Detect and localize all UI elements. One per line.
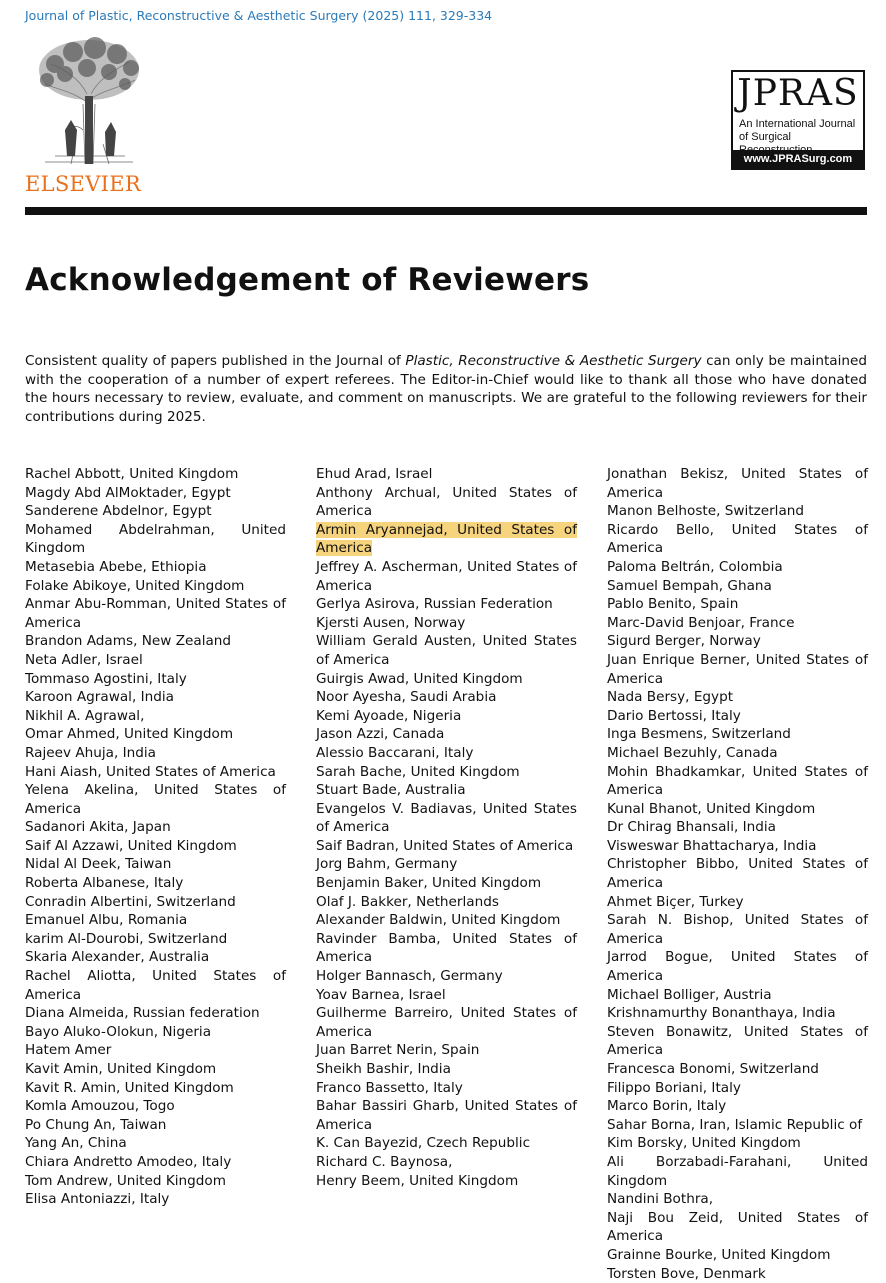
reviewer-entry: Michael Bolliger, Austria (607, 986, 772, 1003)
reviewer-entry: Guilherme Barreiro, United States of America (316, 1005, 577, 1040)
reviewer-entry: Po Chung An, Taiwan (25, 1116, 167, 1133)
reviewer-entry: Henry Beem, United Kingdom (316, 1172, 519, 1189)
reviewer-entry: Marc-David Benjoar, France (607, 614, 795, 631)
reviewer-entry: Kunal Bhanot, United Kingdom (607, 800, 816, 817)
reviewer-entry: Sarah N. Bishop, United States of America (607, 912, 868, 947)
reviewer-entry: Naji Bou Zeid, United States of America (607, 1209, 868, 1245)
reviewer-entry: Rajeev Ahuja, India (25, 744, 156, 761)
reviewer-entry: Yoav Barnea, Israel (316, 986, 446, 1003)
reviewer-entry: Nada Bersy, Egypt (607, 689, 734, 706)
reviewer-entry: Jeffrey A. Ascherman, United States of America (316, 558, 577, 594)
reviewer-entry: Rachel Abbott, United Kingdom (25, 466, 239, 482)
reviewer-column-1 (25, 465, 286, 1209)
reviewer-entry: William Gerald Austen, United States of America (316, 633, 577, 668)
reviewer-entry: Torsten Bove, Denmark (607, 1265, 766, 1282)
reviewer-entry: Dr Chirag Bhansali, India (607, 819, 776, 836)
reviewer-entry: Ali Borzabadi-Farahani, United Kingdom (607, 1153, 868, 1189)
reviewer-entry: Emanuel Albu, Romania (25, 912, 188, 929)
reviewer-entry: Olaf J. Bakker, Netherlands (316, 893, 499, 910)
reviewer-entry: Anthony Archual, United States of America (316, 484, 577, 520)
reviewer-entry: Alessio Baccarani, Italy (316, 744, 474, 761)
reviewer-entry: Dario Bertossi, Italy (607, 707, 741, 724)
reviewer-column-2 (316, 465, 577, 1190)
reviewer-entry: Kjersti Ausen, Norway (316, 614, 466, 631)
reviewer-entry: Manon Belhoste, Switzerland (607, 503, 805, 520)
reviewer-entry: Yelena Akelina, United States of America (25, 782, 286, 817)
reviewer-entry: Jorg Bahm, Germany (316, 856, 458, 873)
reviewer-entry: Kavit R. Amin, United Kingdom (25, 1079, 234, 1096)
reviewer-entry: Inga Besmens, Switzerland (607, 726, 791, 743)
reviewer-entry: Saif Badran, United States of America (316, 837, 574, 854)
reviewer-entry: Mohamed Abdelrahman, United Kingdom (25, 521, 286, 557)
reviewer-entry: Samuel Bempah, Ghana (607, 577, 772, 594)
journal-citation: Journal of Plastic, Reconstructive & Aesthetic Surgery (2025) 111, 329-334 (25, 8, 493, 23)
reviewer-entry: Marco Borin, Italy (607, 1098, 727, 1115)
reviewer-entry: Magdy Abd AlMoktader, Egypt (25, 484, 231, 501)
reviewer-entry: Alexander Baldwin, United Kingdom (316, 912, 561, 929)
reviewer-entry: Nikhil A. Agrawal, (25, 707, 145, 724)
reviewer-entry: Yang An, China (25, 1135, 127, 1152)
reviewer-entry: Christopher Bibbo, United States of America (607, 856, 868, 892)
reviewer-entry: Mohin Bhadkamkar, United States of America (607, 763, 868, 799)
reviewer-entry: Roberta Albanese, Italy (25, 875, 184, 892)
reviewer-entry: Gerlya Asirova, Russian Federation (316, 596, 553, 613)
reviewer-entry: Ehud Arad, Israel (316, 466, 433, 482)
reviewer-entry: Brandon Adams, New Zealand (25, 633, 232, 650)
page-title: Acknowledgement of Reviewers (25, 262, 590, 298)
reviewer-entry: Hatem Amer (25, 1042, 112, 1059)
reviewer-entry: Steven Bonawitz, United States of America (607, 1023, 868, 1059)
reviewer-entry: Francesca Bonomi, Switzerland (607, 1061, 819, 1077)
reviewer-entry: Komla Amouzou, Togo (25, 1098, 175, 1115)
reviewer-entry: Filippo Boriani, Italy (607, 1079, 741, 1096)
reviewer-entry: Juan Enrique Berner, United States of America (607, 651, 868, 687)
reviewer-entry: Sheikh Bashir, India (316, 1061, 451, 1077)
reviewer-entry: Sanderene Abdelnor, Egypt (25, 503, 212, 520)
reviewer-entry: Omar Ahmed, United Kingdom (25, 726, 234, 743)
reviewer-entry: Stuart Bade, Australia (316, 782, 466, 799)
reviewer-entry: Nidal Al Deek, Taiwan (25, 856, 172, 873)
reviewer-entry: Ahmet Biçer, Turkey (607, 893, 744, 910)
intro-text-start: Consistent quality of papers published in the Journal of (25, 353, 406, 369)
reviewer-entry: Sahar Borna, Iran, Islamic Republic of (607, 1116, 863, 1133)
reviewer-entry: Rachel Aliotta, United States of America (25, 968, 286, 1003)
reviewer-entry: Jonathan Bekisz, United States of America (607, 466, 868, 501)
intro-text-end: can only be maintained with the cooperation of a number of expert referees. The Editor-in-Chief would like to thank all those who have donated the hours necessary to review, evaluate, and comment on manuscripts. We are grateful to the following reviewers for their contributions during 2025. (25, 353, 867, 425)
reviewer-entry: Jarrod Bogue, United States of America (607, 949, 868, 985)
reviewer-entry: Richard C. Baynosa, (316, 1153, 453, 1170)
reviewer-entry: Noor Ayesha, Saudi Arabia (316, 689, 497, 706)
elsevier-wordmark: ELSEVIER (25, 172, 141, 196)
reviewer-entry: Jason Azzi, Canada (316, 726, 445, 743)
reviewer-entry: Folake Abikoye, United Kingdom (25, 577, 245, 594)
reviewer-entry: Juan Barret Nerin, Spain (316, 1042, 480, 1059)
reviewer-entry: Bahar Bassiri Gharb, United States of America (316, 1098, 577, 1133)
header-divider (25, 207, 867, 215)
reviewer-entry: Paloma Beltrán, Colombia (607, 558, 783, 575)
reviewer-entry: Sigurd Berger, Norway (607, 633, 761, 650)
reviewer-entry: Kim Borsky, United Kingdom (607, 1135, 801, 1152)
reviewer-entry: karim Al-Dourobi, Switzerland (25, 930, 228, 947)
jpras-url: www.JPRASurg.com (733, 150, 863, 168)
reviewer-entry: Chiara Andretto Amodeo, Italy (25, 1153, 232, 1170)
reviewer-entry: Ricardo Bello, United States of America (607, 521, 868, 557)
reviewer-entry: Pablo Benito, Spain (607, 596, 739, 613)
reviewer-entry: Krishnamurthy Bonanthaya, India (607, 1005, 836, 1022)
reviewer-entry: Guirgis Awad, United Kingdom (316, 670, 523, 687)
reviewer-entry: Saif Al Azzawi, United Kingdom (25, 837, 237, 854)
reviewer-entry: Sadanori Akita, Japan (25, 819, 171, 836)
reviewer-column-3 (607, 465, 868, 1283)
reviewer-entry: Karoon Agrawal, India (25, 689, 174, 706)
reviewer-entry: Benjamin Baker, United Kingdom (316, 875, 542, 892)
intro-paragraph (25, 352, 867, 426)
reviewer-entry: Bayo Aluko-Olokun, Nigeria (25, 1023, 212, 1040)
reviewer-entry: Metasebia Abebe, Ethiopia (25, 558, 207, 575)
reviewer-entry (316, 521, 577, 558)
reviewer-entry: Hani Aiash, United States of America (25, 763, 276, 780)
jpras-tagline: An International Journal of Surgical (739, 118, 856, 143)
reviewer-entry: Tommaso Agostini, Italy (25, 670, 187, 687)
reviewer-entry: Kavit Amin, United Kingdom (25, 1061, 217, 1077)
reviewer-entry: Visweswar Bhattacharya, India (607, 837, 817, 854)
reviewer-entry: Skaria Alexander, Australia (25, 949, 210, 966)
reviewer-entry: Elisa Antoniazzi, Italy (25, 1191, 170, 1208)
reviewer-entry: Michael Bezuhly, Canada (607, 744, 778, 761)
jpras-logo (731, 70, 865, 170)
reviewer-entry: K. Can Bayezid, Czech Republic (316, 1135, 531, 1152)
reviewer-entry: Grainne Bourke, United Kingdom (607, 1246, 831, 1263)
highlighted-reviewer: Armin Aryannejad, United States of America (316, 521, 577, 557)
reviewer-entry: Ravinder Bamba, United States of America (316, 930, 577, 966)
tree-emblem-icon (25, 34, 153, 168)
reviewer-entry: Holger Bannasch, Germany (316, 968, 503, 985)
reviewer-entry: Evangelos V. Badiavas, United States of America (316, 800, 577, 836)
reviewer-entry: Conradin Albertini, Switzerland (25, 893, 236, 910)
reviewer-entry: Neta Adler, Israel (25, 651, 143, 668)
intro-journal-name: Plastic, Reconstructive & Aesthetic Surgery (405, 353, 702, 369)
reviewer-entry: Franco Bassetto, Italy (316, 1079, 463, 1096)
elsevier-logo (25, 34, 153, 198)
reviewer-entry: Anmar Abu-Romman, United States of America (25, 596, 286, 631)
reviewer-entry: Kemi Ayoade, Nigeria (316, 707, 462, 724)
jpras-title: JPRAS (737, 73, 859, 114)
reviewer-entry: Diana Almeida, Russian federation (25, 1005, 260, 1022)
reviewer-entry: Sarah Bache, United Kingdom (316, 763, 520, 780)
reviewer-entry: Nandini Bothra, (607, 1191, 714, 1208)
reviewer-entry: Tom Andrew, United Kingdom (25, 1172, 226, 1189)
